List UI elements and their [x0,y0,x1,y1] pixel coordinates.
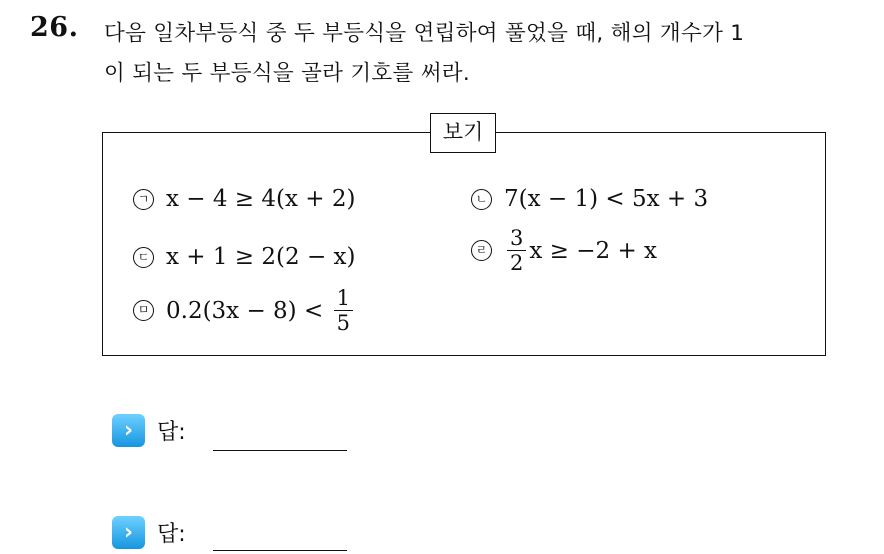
choice-item-3 [133,244,355,270]
choice-fraction-5 [334,286,353,335]
choice-mark-3: ㄷ [133,247,154,268]
choice-item-5 [133,286,356,335]
choice-mark-2: ㄴ [471,189,492,210]
choice-expression-5: 0.2(3x − 8) < [166,297,331,324]
chevron-right-icon: › [112,414,145,447]
question-number: 26. [30,12,79,43]
answer-blank-1[interactable] [213,450,347,451]
answer-row-2 [112,512,186,552]
choice-expression-3: x + 1 ≥ 2(2 − x) [166,244,356,270]
choice-expression-4: x ≥ −2 + x [529,237,658,264]
question-text-line-1: 다음 일차부등식 중 두 부등식을 연립하여 풀었을 때, 해의 개수가 1 [104,21,745,46]
fraction-denominator: 2 [510,251,524,275]
choice-mark-5: ㅁ [133,300,154,321]
choice-mark-4: ㄹ [471,240,492,261]
answer-row-1 [112,410,186,450]
question-text-line-2: 이 되는 두 부등식을 골라 기호를 써라. [104,61,470,86]
answer-blank-2[interactable] [213,550,347,551]
choice-expression-1: x − 4 ≥ 4(x + 2) [166,186,356,212]
answer-label-2: 답: [157,521,186,547]
choice-item-2 [471,186,708,212]
fraction-numerator: 3 [507,226,526,251]
choice-item-1 [133,186,355,212]
fraction-denominator: 5 [336,311,350,335]
choice-mark-1: ㄱ [133,189,154,210]
choice-fraction-4 [507,226,526,275]
choice-expression-2: 7(x − 1) < 5x + 3 [504,186,709,212]
chevron-right-icon: › [112,516,145,549]
fraction-numerator: 1 [334,286,353,311]
choice-item-4 [471,226,657,275]
answer-label-1: 답: [157,419,186,445]
choices-box-title: 보기 [430,113,496,153]
